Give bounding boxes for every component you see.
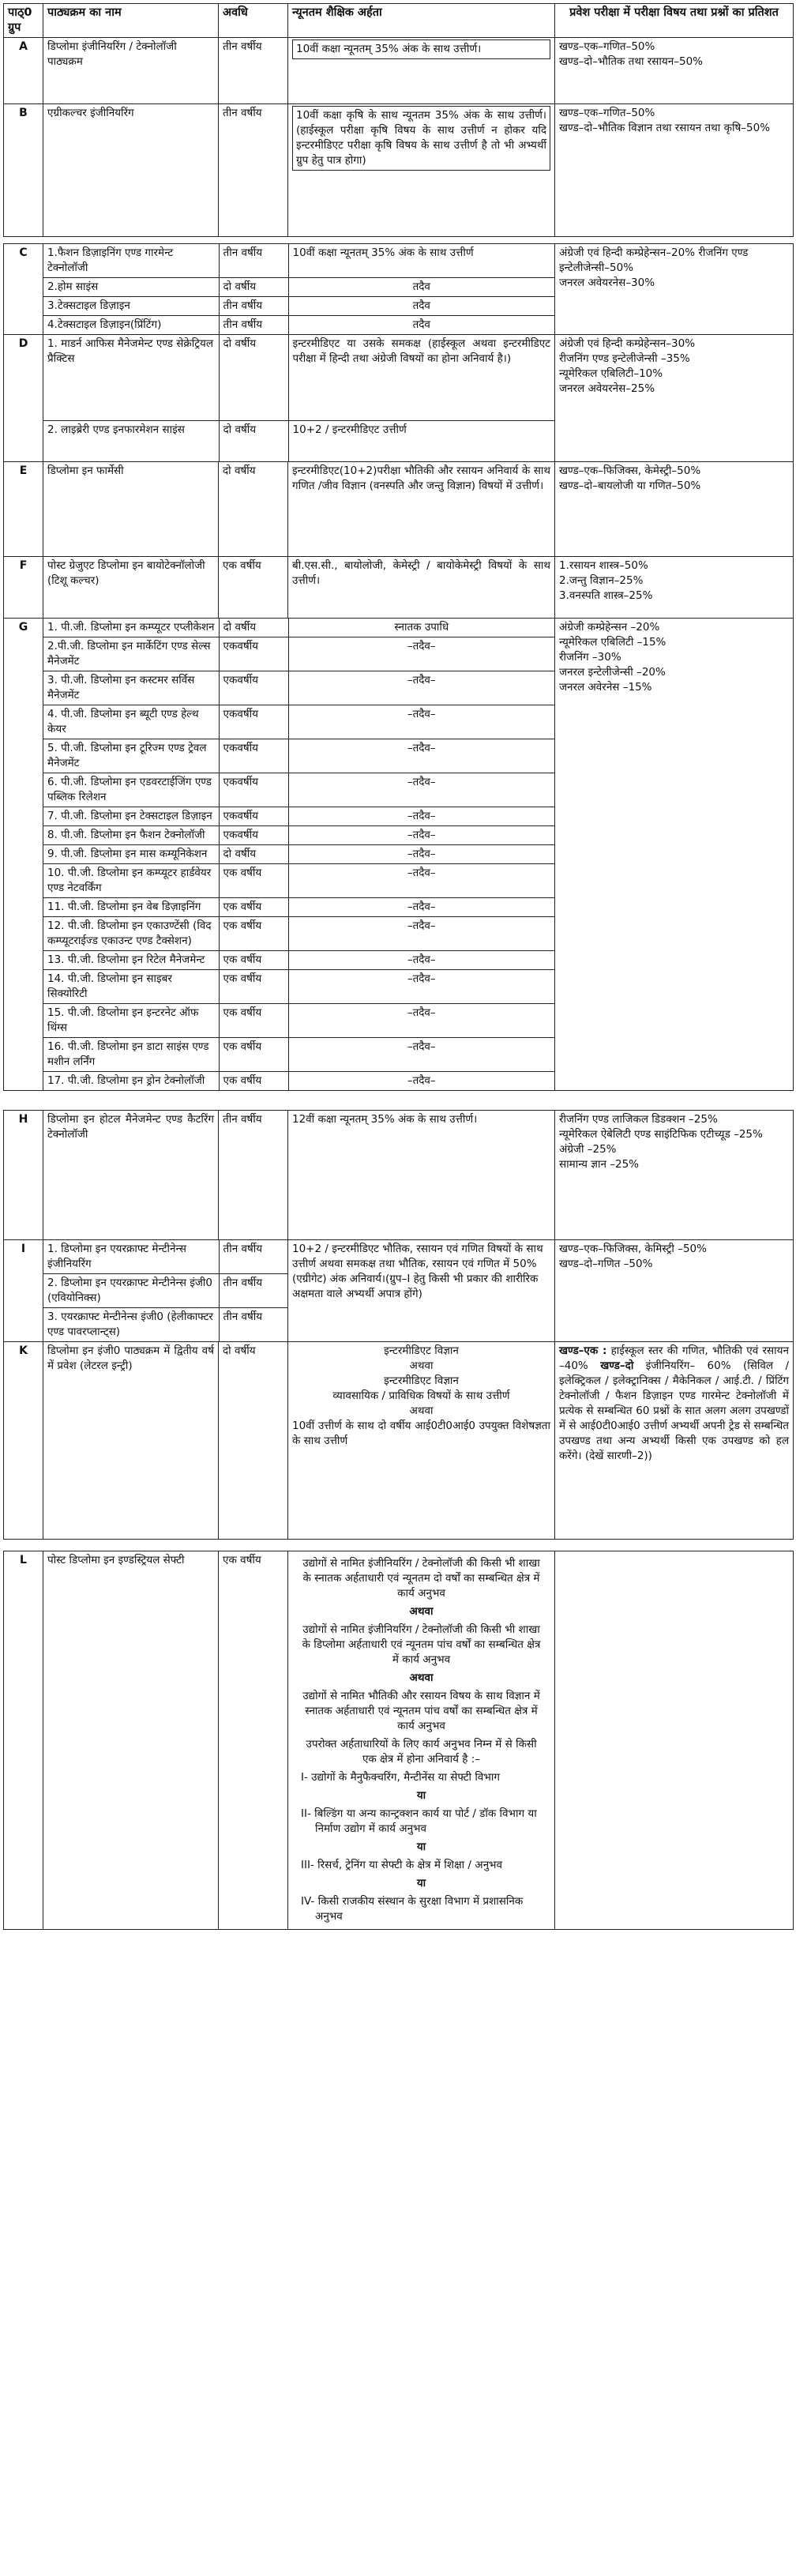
duration: तीन वर्षीय <box>219 1308 287 1342</box>
group-g-courses <box>43 619 555 1091</box>
exam-line: रीजनिंग एण्ड लाजिकल डिडक्शन –25% <box>559 1113 718 1126</box>
group-i-subtable <box>43 1240 287 1341</box>
duration: तीन वर्षीय <box>219 297 288 316</box>
duration: तीन वर्षीय <box>219 1240 287 1274</box>
duration: एकवर्षीय <box>219 637 288 671</box>
duration: एक वर्षीय <box>219 1038 288 1072</box>
row-group-i <box>4 1240 794 1342</box>
group-label: A <box>4 38 43 104</box>
exam-line: जनरल अवेयरनेस–30% <box>559 276 655 289</box>
course-row <box>43 637 554 671</box>
course-name: डिप्लोमा इन फार्मेसी <box>43 462 219 557</box>
exam-line: न्यूमेरिकल एबिलिटी –15% <box>559 636 666 649</box>
group-d-subtable <box>43 335 554 461</box>
qualification-line: अथवा <box>409 1359 434 1372</box>
row-group-g <box>4 619 794 1091</box>
qualification: 12वीं कक्षा न्यूनतम् 35% अंक के साथ उत्तीर्ण। <box>288 1111 555 1240</box>
exam-line: खण्ड–दो–भौतिक विज्ञान तथा रसायन तथा कृषि–50% <box>559 122 771 134</box>
list-item: III- रिसर्च, ट्रेनिंग या सेफ्टी के क्षेत्र में शिक्षा / अनुभव <box>301 1859 503 1871</box>
course-name: 2. लाइब्रेरी एण्ड इनफारमेशन साइंस <box>43 420 219 461</box>
duration: एक वर्षीय <box>219 917 288 951</box>
course-name: 1. पी.जी. डिप्लोमा इन कम्प्यूटर एप्लीकेशन <box>43 619 219 637</box>
row-group-b <box>4 104 794 237</box>
duration: एक वर्षीय <box>219 557 288 619</box>
exam-line: न्यूमेरिकल एबिलिटी–10% <box>559 367 663 380</box>
duration: दो वर्षीय <box>219 619 288 637</box>
qualification: –तदैव– <box>288 1038 554 1072</box>
duration: एकवर्षीय <box>219 671 288 705</box>
course-name: 13. पी.जी. डिप्लोमा इन रिटेल मैनेजमेन्ट <box>43 951 219 970</box>
qualification: स्नातक उपाधि <box>288 619 554 637</box>
course-name: 11. पी.जी. डिप्लोमा इन वेब डिज़ाइनिंग <box>43 898 219 917</box>
duration: एक वर्षीय <box>219 898 288 917</box>
qualification: इन्टरमीडिएट या उसके समकक्ष (हाईस्कूल अथवा इन्टरमीडिएट परीक्षा में हिन्दी तथा अंग्रेजी विषयों का होना अनिवार्य है।) <box>288 335 554 420</box>
or-separator: या <box>416 1841 426 1853</box>
course-name: 5. पी.जी. डिप्लोमा इन टूरिज्म एण्ड ट्रेवल मैनेजमेंट <box>43 739 219 773</box>
course-row <box>43 1038 554 1072</box>
or-separator: या <box>416 1877 426 1890</box>
qualification: –तदैव– <box>288 898 554 917</box>
document <box>3 3 793 1930</box>
duration: दो वर्षीय <box>219 845 288 864</box>
course-name: 6. पी.जी. डिप्लोमा इन एडवरटाईजिंग एण्ड पब्लिक रिलेशन <box>43 773 219 807</box>
course-name: 7. पी.जी. डिप्लोमा इन टेक्सटाइल डिज़ाइन <box>43 807 219 826</box>
spacer-row <box>4 1091 794 1111</box>
table-header-row <box>4 4 794 38</box>
qualification <box>288 104 555 237</box>
course-name: पोस्ट ग्रेजुएट डिप्लोमा इन बायोटेक्नॉलोजी (टिशू कल्चर) <box>43 557 219 619</box>
row-group-c <box>4 244 794 335</box>
qualification-line: 10वीं उत्तीर्ण के साथ दो वर्षीय आई0टी0आई0 उपयुक्त विशेषज्ञता के साथ उत्तीर्ण <box>292 1420 550 1447</box>
qualification: 10वीं कक्षा न्यूनतम् 35% अंक के साथ उत्तीर्ण <box>288 244 554 278</box>
exam-line: अंग्रेजी एवं हिन्दी कम्प्रेहेन्सन–30% <box>559 337 696 350</box>
duration: तीन वर्षीय <box>219 1111 288 1240</box>
group-label: K <box>4 1342 43 1540</box>
course-row <box>43 619 554 637</box>
duration: एक वर्षीय <box>219 1551 288 1930</box>
course-row <box>43 420 554 461</box>
qualification: –तदैव– <box>288 951 554 970</box>
course-name: 2. डिप्लोमा इन एयरक्राफ्ट मेन्टीनेन्स इंजी0 (एवियोनिक्स) <box>43 1274 219 1308</box>
course-row <box>43 1240 287 1274</box>
qualification-line: उद्योगों से नामित इंजीनियरिंग / टेक्नोलॉजी की किसी भी शाखा के स्नातक अर्हताधारी एवं न्यूनतम दो वर्षों का सम्बन्धित क्षेत्र में कार्य अनुभव <box>302 1557 540 1600</box>
course-row <box>43 917 554 951</box>
exam-part-label: खण्ड–एक : <box>559 1344 607 1357</box>
exam-line: 1.रसायन शास्त्र–50% <box>559 559 648 572</box>
duration: तीन वर्षीय <box>219 1274 287 1308</box>
duration: एकवर्षीय <box>219 826 288 845</box>
exam-line: अंग्रेजी –25% <box>559 1143 617 1156</box>
header-qualification: न्यूनतम शैक्षिक अर्हता <box>288 4 555 38</box>
header-duration: अवधि <box>219 4 288 38</box>
group-g-subtable <box>43 619 554 1090</box>
spacer-row <box>4 1540 794 1551</box>
group-label: F <box>4 557 43 619</box>
exam-line: सामान्य ज्ञान –25% <box>559 1158 639 1171</box>
course-row <box>43 739 554 773</box>
group-d-courses <box>43 335 555 462</box>
exam-line: खण्ड–एक–गणित–50% <box>559 40 655 53</box>
group-label: I <box>4 1240 43 1342</box>
group-label: D <box>4 335 43 462</box>
duration: तीन वर्षीय <box>219 38 288 104</box>
exam-subjects <box>555 557 794 619</box>
exam-subjects <box>555 1342 794 1540</box>
qualification: –तदैव– <box>288 826 554 845</box>
exam-line: 2.जन्तु विज्ञान–25% <box>559 574 644 587</box>
exam-line: न्यूमेरिकल ऐबेलिटी एण्ड साइंटिफिक एटीच्यूड –25% <box>559 1128 763 1141</box>
qualification: –तदैव– <box>288 637 554 671</box>
course-name: 3. एयरक्राफ्ट मेन्टीनेन्स इंजी0 (हेलीकाफ्टर एण्ड पावरप्लान्ट्स) <box>43 1308 219 1342</box>
qualification: –तदैव– <box>288 705 554 739</box>
exam-subjects <box>555 38 794 104</box>
duration: एक वर्षीय <box>219 1004 288 1038</box>
group-label: G <box>4 619 43 1091</box>
row-group-l <box>4 1551 794 1930</box>
duration: दो वर्षीय <box>219 278 288 297</box>
course-name: 1.फैशन डिज़ाइनिंग एण्ड गारमेन्ट टेक्नोलॉजी <box>43 244 219 278</box>
course-row <box>43 278 554 297</box>
list-item: I- उद्योगों के मैनुफैक्चरिंग, मैन्टीनेंस या सेफ्टी विभाग <box>301 1771 500 1784</box>
header-course: पाठ्यक्रम का नाम <box>43 4 219 38</box>
qualification-line: उद्योगों से नामित भौतिकी और रसायन विषय के साथ विज्ञान में स्नातक अर्हताधारी एवं न्यूनतम पांच वर्षों का सम्बन्धित क्षेत्र में कार्य अनुभव <box>302 1690 540 1732</box>
exam-part-label: खण्ड–दो <box>600 1359 634 1372</box>
exam-line: खण्ड–दो–भौतिक तथा रसायन–50% <box>559 55 704 68</box>
row-group-d <box>4 335 794 462</box>
qualification <box>288 1342 555 1540</box>
course-row <box>43 970 554 1004</box>
exam-line: खण्ड–एक–गणित–50% <box>559 107 655 119</box>
qualification: बी.एस.सी., बायोलोजी, केमेस्ट्री / बायोकेमेस्ट्री विषयों के साथ उत्तीर्ण। <box>288 557 555 619</box>
qualification: 10+2 / इन्टरमीडिएट भौतिक, रसायन एवं गणित विषयों के साथ उत्तीर्ण अथवा समकक्ष तथा भौतिक, रसायन एवं गणित में 50% (एग्रीगेट) अंक अनिवार्य।(ग्रुप–I हेतु किसी भी प्रकार की शारीरिक अक्षमता वाले अभ्यर्थी अपात्र होंगे) <box>288 1240 555 1342</box>
qualification: –तदैव– <box>288 970 554 1004</box>
qualification: तदैव <box>288 316 554 335</box>
duration: दो वर्षीय <box>219 462 288 557</box>
exam-line: जनरल इन्टेलीजेन्सी –20% <box>559 666 666 679</box>
exam-line: जनरल अवेरनेस –15% <box>559 681 652 694</box>
duration: दो वर्षीय <box>219 335 288 420</box>
exam-line: खण्ड–एक–फिजिक्स, केमेस्ट्री–50% <box>559 464 701 477</box>
exam-line: अंग्रेजी एवं हिन्दी कम्प्रेहेन्सन–20% रीजनिंग एण्ड इन्टेलीजेन्सी–50% <box>559 246 749 274</box>
qualification: तदैव <box>288 297 554 316</box>
exam-line: हाईस्कूल स्तर की गणित, भौतिकी एवं रसायन –40% <box>559 1344 789 1372</box>
qualification-line: व्यावसायिक / प्राविधिक विषयों के साथ उत्तीर्ण <box>332 1390 510 1402</box>
qualification-line: इन्टरमीडिएट विज्ञान <box>384 1344 459 1357</box>
exam-subjects <box>555 104 794 237</box>
qualification <box>288 1551 555 1930</box>
row-group-f <box>4 557 794 619</box>
course-row <box>43 1004 554 1038</box>
qualification-line: उपरोक्त अर्हताधारियों के लिए कार्य अनुभव निम्न में से किसी एक क्षेत्र में होना अनिवार्य है :– <box>306 1738 537 1766</box>
row-group-h <box>4 1111 794 1240</box>
exam-line: इंजीनियरिंग– 60% (सिविल / इलेक्ट्रिकल / इलेक्ट्रानिक्स / मैकेनिकल / आई.टी. / प्रिंटिंग टेक्नोलॉजी / फैशन डिज़ाइन एण्ड गारमेन्ट टेक्नोलॉजी में प्रत्येक से सम्बन्धित 60 प्रश्नों के सात अलग अलग उपखण्डों में से आई0टी0आई0 उत्तीर्ण अभ्यर्थी अपनी ट्रेड से सम्बन्धित उपखण्ड तथा अन्य अभ्यर्थी किसी एक उपखण्ड को हल करेंगे। (देखें सारणी–2)) <box>559 1359 790 1462</box>
course-name: 12. पी.जी. डिप्लोमा इन एकाउण्टेंसी (विद कम्प्यूटराईज्ड एकाउन्ट एण्ड टैक्सेशन) <box>43 917 219 951</box>
course-name: 14. पी.जी. डिप्लोमा इन साइबर सिक्योरिटी <box>43 970 219 1004</box>
row-group-a <box>4 38 794 104</box>
qualification: –तदैव– <box>288 739 554 773</box>
course-name: डिप्लोमा इन होटल मैनेजमेन्ट एण्ड कैटरिंग टेक्नोलॉजी <box>43 1111 219 1240</box>
qualification-line: उद्योगों से नामित इंजीनियरिंग / टेक्नोलॉजी की किसी भी शाखा के डिप्लोमा अर्हताधारी एवं न्यूनतम पांच वर्षों का सम्बन्धित क्षेत्र में कार्य अनुभव <box>302 1623 541 1666</box>
course-row <box>43 1274 287 1308</box>
exam-subjects <box>555 335 794 462</box>
group-label: C <box>4 244 43 335</box>
exam-line: 3.वनस्पति शास्त्र–25% <box>559 589 653 602</box>
course-row <box>43 773 554 807</box>
course-row <box>43 705 554 739</box>
qualification: –तदैव– <box>288 917 554 951</box>
exam-subjects <box>555 1111 794 1240</box>
or-separator: अथवा <box>409 1605 434 1618</box>
course-row <box>43 671 554 705</box>
group-label: E <box>4 462 43 557</box>
duration: तीन वर्षीय <box>219 316 288 335</box>
course-name: 2.होम साइंस <box>43 278 219 297</box>
course-row <box>43 297 554 316</box>
duration: एकवर्षीय <box>219 739 288 773</box>
duration: एकवर्षीय <box>219 705 288 739</box>
course-name: 15. पी.जी. डिप्लोमा इन इन्टरनेट ऑफ थिंग्स <box>43 1004 219 1038</box>
qualification-line: इन्टरमीडिएट विज्ञान <box>384 1374 459 1387</box>
course-name: 2.पी.जी. डिप्लोमा इन मार्केटिंग एण्ड सेल्स मैनेजमेंट <box>43 637 219 671</box>
row-group-e <box>4 462 794 557</box>
exam-subjects <box>555 1240 794 1342</box>
course-name: 9. पी.जी. डिप्लोमा इन मास कम्यूनिकेशन <box>43 845 219 864</box>
course-name: 3.टेक्सटाइल डिज़ाइन <box>43 297 219 316</box>
group-i-courses <box>43 1240 288 1342</box>
qualification: –तदैव– <box>288 1004 554 1038</box>
or-separator: या <box>416 1789 426 1802</box>
course-row <box>43 807 554 826</box>
exam-subjects <box>555 244 794 335</box>
course-row <box>43 335 554 420</box>
list-item: IV- किसी राजकीय संस्थान के सुरक्षा विभाग में प्रशासनिक अनुभव <box>301 1895 524 1923</box>
course-name: 4.टेक्सटाइल डिज़ाइन(प्रिंटिंग) <box>43 316 219 335</box>
course-row <box>43 826 554 845</box>
qualification: –तदैव– <box>288 1072 554 1091</box>
qualification-box: 10वीं कक्षा न्यूनतम् 35% अंक के साथ उत्तीर्ण। <box>292 39 550 59</box>
duration: तीन वर्षीय <box>219 244 288 278</box>
course-name: 3. पी.जी. डिप्लोमा इन कस्टमर सर्विस मैनेजमेंट <box>43 671 219 705</box>
course-name: 17. पी.जी. डिप्लोमा इन ड्रोन टेक्नोलॉजी <box>43 1072 219 1091</box>
group-label: B <box>4 104 43 237</box>
duration: एक वर्षीय <box>219 1072 288 1091</box>
course-row <box>43 316 554 335</box>
qualification: –तदैव– <box>288 807 554 826</box>
course-name: एग्रीकल्चर इंजीनियरिंग <box>43 104 219 237</box>
qualification: 10+2 / इन्टरमीडिएट उत्तीर्ण <box>288 420 554 461</box>
exam-subjects <box>555 1551 794 1930</box>
course-name: 16. पी.जी. डिप्लोमा इन डाटा साइंस एण्ड मशीन लर्निंग <box>43 1038 219 1072</box>
course-row <box>43 898 554 917</box>
qualification-line: अथवा <box>409 1405 434 1417</box>
qualification: –तदैव– <box>288 864 554 898</box>
duration: एकवर्षीय <box>219 773 288 807</box>
qualification: –तदैव– <box>288 845 554 864</box>
exam-line: जनरल अवेयरनेस–25% <box>559 382 655 395</box>
qualification: इन्टरमीडिएट(10+2)परीक्षा भौतिकी और रसायन अनिवार्य के साथ गणित /जीव विज्ञान (वनस्पति और जन्तु विज्ञान) विषयों में उत्तीर्ण। <box>288 462 555 557</box>
duration: एकवर्षीय <box>219 807 288 826</box>
duration: एक वर्षीय <box>219 970 288 1004</box>
list-item: II- बिल्डिंग या अन्य कान्ट्रक्शन कार्य या पोर्ट / डॉक विभाग या निर्माण उद्योग में कार्य अनुभव <box>301 1807 537 1835</box>
course-name: डिप्लोमा इंजीनियरिंग / टेक्नोलॉजी पाठ्यक्रम <box>43 38 219 104</box>
row-group-k <box>4 1342 794 1540</box>
exam-subjects <box>555 619 794 1091</box>
course-row <box>43 864 554 898</box>
exam-line: रीजनिंग –30% <box>559 651 621 664</box>
exam-line: रीजनिंग एण्ड इन्टेलीजेन्सी –35% <box>559 352 690 365</box>
group-label: L <box>4 1551 43 1930</box>
qualification: तदैव <box>288 278 554 297</box>
course-name: पोस्ट डिप्लोमा इन इण्डस्ट्रियल सेफ्टी <box>43 1551 219 1930</box>
course-table <box>3 3 794 1930</box>
group-label: H <box>4 1111 43 1240</box>
exam-subjects <box>555 462 794 557</box>
qualification-box: 10वीं कक्षा कृषि के साथ न्यूनतम 35% अंक के साथ उत्तीर्ण। (हाईस्कूल परीक्षा कृषि विषय के साथ उत्तीर्ण न होकर यदि इन्टरमीडिएट परीक्षा कृषि विषय के साथ उत्तीर्ण है तो भी अभ्यर्थी ग्रुप हेतु पात्र होगा) <box>292 106 550 171</box>
course-name: डिप्लोमा इन इंजी0 पाठ्यक्रम में द्वितीय वर्ष में प्रवेश (लेटरल इन्ट्री) <box>43 1342 219 1540</box>
exam-line: अंग्रेजी कम्प्रेहेन्सन –20% <box>559 621 660 634</box>
group-c-courses <box>43 244 555 335</box>
course-row <box>43 1072 554 1091</box>
course-name: 1. माडर्न आफिस मैनेजमेन्ट एण्ड सेक्रेट्रियल प्रैक्टिस <box>43 335 219 420</box>
course-name: 10. पी.जी. डिप्लोमा इन कम्प्यूटर हार्डवेयर एण्ड नेटवर्किंग <box>43 864 219 898</box>
duration: दो वर्षीय <box>219 420 288 461</box>
duration: दो वर्षीय <box>219 1342 288 1540</box>
exam-line: खण्ड–एक–फिजिक्स, केमिस्ट्री –50% <box>559 1243 707 1255</box>
exam-line: खण्ड–दो–बायलोजी या गणित–50% <box>559 479 701 492</box>
qualification: –तदैव– <box>288 671 554 705</box>
course-name: 8. पी.जी. डिप्लोमा इन फैशन टेक्नोलॉजी <box>43 826 219 845</box>
group-c-subtable <box>43 244 554 334</box>
qualification <box>288 38 555 104</box>
spacer-row <box>4 237 794 244</box>
header-group: पाठ्0 ग्रुप <box>4 4 43 38</box>
course-row <box>43 1308 287 1342</box>
header-exam: प्रवेश परीक्षा में परीक्षा विषय तथा प्रश्नों का प्रतिशत <box>555 4 794 38</box>
duration: एक वर्षीय <box>219 951 288 970</box>
or-separator: अथवा <box>409 1672 434 1684</box>
course-row <box>43 845 554 864</box>
course-name: 1. डिप्लोमा इन एयरक्राफ्ट मेन्टीनेन्स इंजीनियरिंग <box>43 1240 219 1274</box>
exam-line: खण्ड–दो–गणित –50% <box>559 1258 653 1270</box>
course-row <box>43 244 554 278</box>
qualification: –तदैव– <box>288 773 554 807</box>
course-row <box>43 951 554 970</box>
duration: एक वर्षीय <box>219 864 288 898</box>
duration: तीन वर्षीय <box>219 104 288 237</box>
course-name: 4. पी.जी. डिप्लोमा इन ब्यूटी एण्ड हेल्थ केयर <box>43 705 219 739</box>
